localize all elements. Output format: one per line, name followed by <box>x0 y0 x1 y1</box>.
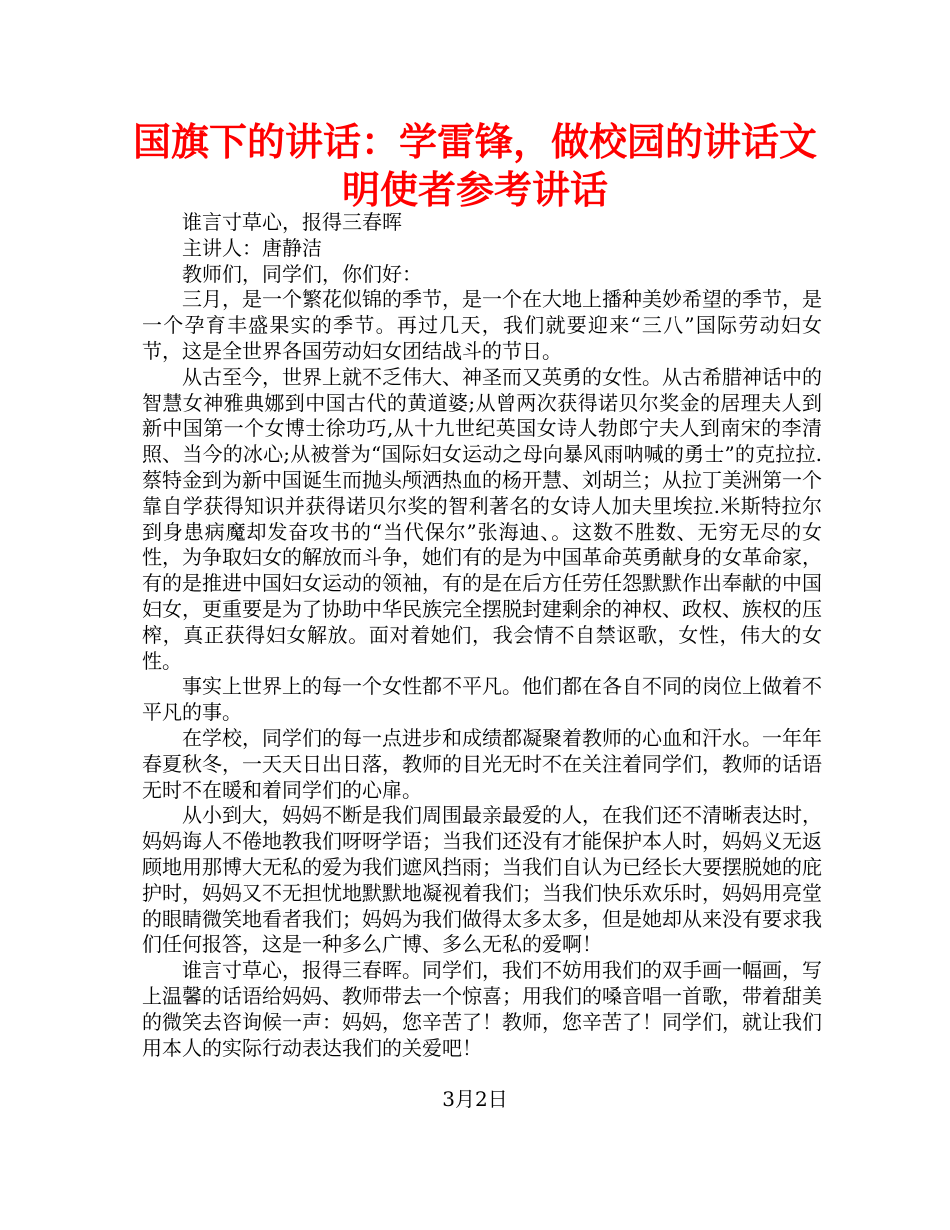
paragraph-body: 从小到大，妈妈不断是我们周围最亲最爱的人，在我们还不清晰表达时，妈妈诲人不倦地教我们呀呀学语；当我们还没有才能保护本人时，妈妈义无返顾地用那博大无私的爱为我们遮风挡雨；当我们自认为已经长大要摆脱她的庇护时，妈妈又不无担忧地默默地凝视着我们；当我们快乐欢乐时，妈妈用亮堂的眼睛微笑地看者我们；妈妈为我们做得太多太多，但是她却从来没有要求我们任何报答，这是一种多么广博、多么无私的爱啊！ <box>142 803 822 957</box>
paragraph-greeting: 教师们，同学们，你们好： <box>182 261 422 286</box>
paragraph-body: 从古至今，世界上就不乏伟大、神圣而又英勇的女性。从古希腊神话中的智慧女神雅典娜到中国古代的黄道婆;从曾两次获得诺贝尔奖金的居理夫人到新中国第一个女博士徐功巧,从十九世纪英国女诗人勃郎宁夫人到南宋的李清照、当今的冰心;从被誉为“国际妇女运动之母向暴风雨呐喊的勇士”的克拉拉.蔡特金到为新中国诞生而抛头颅洒热血的杨开慧、刘胡兰；从拉丁美洲第一个靠自学获得知识并获得诺贝尔奖的智利著名的女诗人加夫里埃拉.米斯特拉尔到身患病魔却发奋攻书的“当代保尔”张海迪、。这数不胜数、无穷无尽的女性，为争取妇女的解放而斗争，她们有的是为中国革命英勇献身的女革命家，有的是推进中国妇女运动的领袖，有的是在后方任劳任怨默默作出奉献的中国妇女，更重要是为了协助中华民族完全摆脱封建剩余的神权、政权、族权的压榨，真正获得妇女解放。面对着她们，我会情不自禁讴歌，女性，伟大的女性。 <box>142 364 822 673</box>
paragraph-body: 在学校，同学们的每一点进步和成绩都凝聚着教师的心血和汗水。一年年春夏秋冬，一天天日出日落，教师的目光无时不在关注着同学们，教师的话语无时不在暖和着同学们的心扉。 <box>142 725 822 802</box>
paragraph-body: 事实上世界上的每一个女性都不平凡。他们都在各自不同的岗位上做着不平凡的事。 <box>142 674 822 725</box>
paragraph-body: 谁言寸草心，报得三春晖。同学们，我们不妨用我们的双手画一幅画，写上温馨的话语给妈妈、教师带去一个惊喜；用我们的嗓音唱一首歌，带着甜美的微笑去咨询候一声：妈妈，您辛苦了！教师，您辛苦了！同学们，就让我们用本人的实际行动表达我们的关爱吧！ <box>142 958 822 1060</box>
document-date: 3月2日 <box>442 1087 508 1111</box>
paragraph-speaker: 主讲人：唐静洁 <box>182 235 322 260</box>
paragraph-epigraph: 谁言寸草心，报得三春晖 <box>182 210 402 234</box>
paragraph-body: 三月，是一个繁花似锦的季节，是一个在大地上播种美妙希望的季节，是一个孕育丰盛果实的季节。再过几天，我们就要迎来“三八”国际劳动妇女节，这是全世界各国劳动妇女团结战斗的节日。 <box>142 287 822 363</box>
document-body <box>142 210 822 1061</box>
document-title: 国旗下的讲话：学雷锋，做校园的讲话文明使者参考讲话 <box>132 120 817 212</box>
